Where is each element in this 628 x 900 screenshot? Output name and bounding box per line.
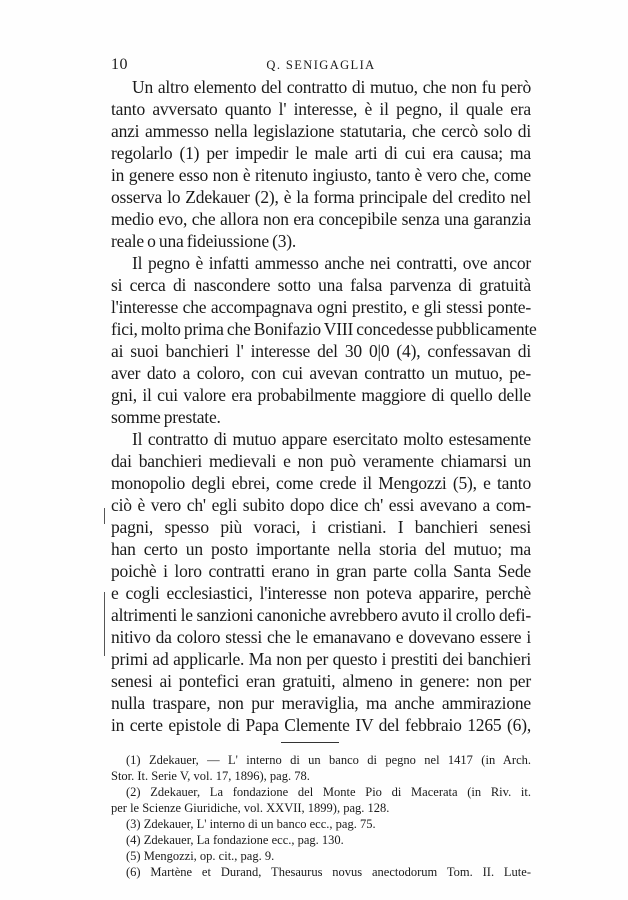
body-line: nitivo da coloro stessi che le emanavano e dovevano essere i (111, 627, 531, 647)
body-line: aver dato a coloro, con cui avevan contratto un mutuo, pe- (111, 363, 531, 383)
body-line: reale o una fideiussione (3). (111, 231, 297, 251)
running-title: Q. SENIGAGLIA (266, 58, 376, 72)
body-line: e cogli ecclesiastici, l'interesse non poteva apparire, perchè (111, 583, 531, 603)
body-line: somme prestate. (111, 407, 221, 427)
body-line: in certe epistole di Papa Clemente IV del febbraio 1265 (6), (111, 715, 531, 735)
body-line: ai suoi banchieri l' interesse del 30 0|0 (4), confessavan di (111, 341, 531, 361)
footnote-line: (4) Zdekauer, La fondazione ecc., pag. 130. (126, 833, 344, 847)
body-line: medio evo, che allora non era concepibile senza una garanzia (111, 209, 531, 229)
body-line: ciò è vero ch' egli subito dopo dice ch' essi avevano a com- (111, 495, 531, 515)
body-line: l'interesse che accompagnava ogni prestito, e gli stessi ponte- (111, 297, 531, 317)
margin-mark (104, 592, 105, 656)
body-line: regolarlo (1) per impedir le male arti di cui era causa; ma (111, 143, 531, 163)
footnote-line: (3) Zdekauer, L' interno di un banco ecc., pag. 75. (126, 817, 376, 831)
footnote-line: (2) Zdekauer, La fondazione del Monte Pio di Macerata (in Riv. it. (126, 785, 531, 799)
body-line: pagni, spesso più voraci, i cristiani. I banchieri senesi (111, 517, 531, 537)
footnote-line: Stor. It. Serie V, vol. 17, 1896), pag. 78. (111, 769, 310, 783)
body-line: primi ad applicarle. Ma non per questo i prestiti dei banchieri (111, 649, 531, 669)
margin-mark (104, 508, 105, 524)
body-line: poichè i loro contratti erano in gran parte colla Santa Sede (111, 561, 531, 581)
body-line: anzi ammesso nella legislazione statutaria, che cercò solo di (111, 121, 531, 141)
footnote-line: (6) Martène et Durand, Thesaurus novus anectodorum Tom. II. Lute- (126, 865, 531, 879)
body-line: Il pegno è infatti ammesso anche nei contratti, ove ancor (132, 253, 531, 273)
body-line: dai banchieri medievali e non può veramente chiamarsi un (111, 451, 531, 471)
body-line: senesi ai pontefici eran gratuiti, almeno in genere: non per (111, 671, 531, 691)
body-line: in genere esso non è ritenuto ingiusto, tanto è vero che, come (111, 165, 531, 185)
body-line: si cerca di nascondere sotto una falsa parvenza di gratuità (111, 275, 531, 295)
body-line: gni, il cui valore era probabilmente maggiore di quello delle (111, 385, 531, 405)
body-line: han certo un posto importante nella storia del mutuo; ma (111, 539, 531, 559)
body-line: nulla traspare, non pur meraviglia, ma anche ammirazione (111, 693, 531, 713)
body-line: Il contratto di mutuo appare esercitato molto estesamente (132, 429, 531, 449)
body-line: altrimenti le sanzioni canoniche avrebbero avuto il crollo defi- (111, 605, 531, 625)
body-line: Un altro elemento del contratto di mutuo, che non fu però (132, 77, 531, 97)
page-header (111, 56, 531, 76)
footnote-line: per le Scienze Giuridiche, vol. XXVII, 1899), pag. 128. (111, 801, 390, 815)
footnote-separator (281, 742, 339, 743)
footnote-line: (5) Mengozzi, op. cit., pag. 9. (126, 849, 275, 863)
body-line: tanto avversato quanto l' interesse, è il pegno, il quale era (111, 99, 531, 119)
body-line: monopolio degli ebrei, come crede il Mengozzi (5), e tanto (111, 473, 531, 493)
body-line: osserva lo Zdekauer (2), è la forma principale del credito nel (111, 187, 531, 207)
body-line: fici, molto prima che Bonifazio VIII concedesse pubblicamente (111, 319, 537, 339)
page-number: 10 (111, 56, 128, 73)
footnote-line: (1) Zdekauer, — L' interno di un banco di pegno nel 1417 (in Arch. (126, 753, 531, 767)
